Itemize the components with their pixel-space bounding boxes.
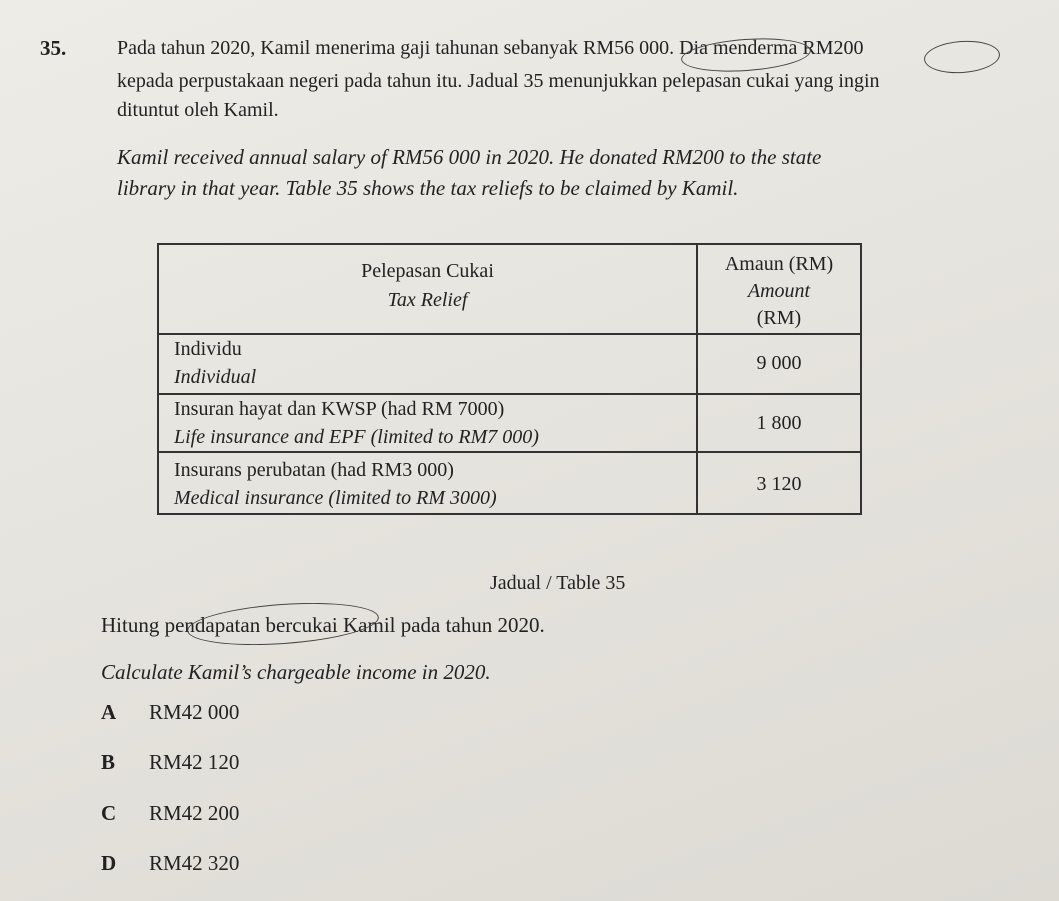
option-c[interactable] <box>101 801 239 826</box>
question-english-line-1: Kamil received annual salary of RM56 000 in 2020. He donated RM200 to the state <box>117 145 822 169</box>
table-row-divider <box>159 451 860 453</box>
row-individual-amount: 9 000 <box>756 352 802 374</box>
row-life-insurance-amount: 1 800 <box>756 412 802 434</box>
prompt-malay: Hitung pendapatan bercukai Kamil pada tahun 2020. <box>101 613 545 637</box>
row-medical-insurance-english: Medical insurance (limited to RM 3000) <box>174 487 497 509</box>
option-text: RM42 320 <box>149 851 240 875</box>
option-letter: C <box>101 801 117 825</box>
question-english-line-2: library in that year. Table 35 shows the tax reliefs to be claimed by Kamil. <box>117 176 739 200</box>
row-medical-insurance-malay: Insurans perubatan (had RM3 000) <box>174 459 454 481</box>
prompt-english: Calculate Kamil’s chargeable income in 2020. <box>101 660 491 684</box>
pen-circle-donation <box>923 38 1001 75</box>
table-caption: Jadual / Table 35 <box>490 572 626 594</box>
table-row-divider <box>159 393 860 395</box>
option-d[interactable] <box>101 851 239 876</box>
option-letter: A <box>101 700 117 724</box>
option-text: RM42 000 <box>149 700 240 724</box>
option-text: RM42 120 <box>149 750 240 774</box>
option-a[interactable] <box>101 700 239 725</box>
option-text: RM42 200 <box>149 801 240 825</box>
option-letter: D <box>101 851 117 875</box>
pen-circle-chargeable-income <box>186 597 380 650</box>
row-individual-english: Individual <box>174 366 257 388</box>
question-number: 35. <box>40 36 67 60</box>
tax-relief-table <box>157 243 862 515</box>
header-tax-relief-malay: Pelepasan Cukai <box>361 260 494 282</box>
row-medical-insurance-amount: 3 120 <box>756 473 802 495</box>
option-letter: B <box>101 750 116 774</box>
option-b[interactable] <box>101 750 239 775</box>
question-malay-line-3: dituntut oleh Kamil. <box>117 99 279 121</box>
question-malay-line-1: Pada tahun 2020, Kamil menerima gaji tahunan sebanyak RM56 000. Dia menderma RM200 <box>117 37 864 59</box>
row-life-insurance-english: Life insurance and EPF (limited to RM7 000) <box>174 426 539 448</box>
row-life-insurance-malay: Insuran hayat dan KWSP (had RM 7000) <box>174 398 505 420</box>
header-tax-relief-english: Tax Relief <box>387 289 468 311</box>
table-header-divider <box>159 333 860 335</box>
row-individual-malay: Individu <box>174 338 242 360</box>
header-amount-english: Amount <box>747 280 811 302</box>
header-amount-unit: (RM) <box>756 307 802 329</box>
header-amount-malay: Amaun (RM) <box>724 253 834 275</box>
question-malay-line-2: kepada perpustakaan negeri pada tahun itu. Jadual 35 menunjukkan pelepasan cukai yang ingin <box>117 70 880 92</box>
